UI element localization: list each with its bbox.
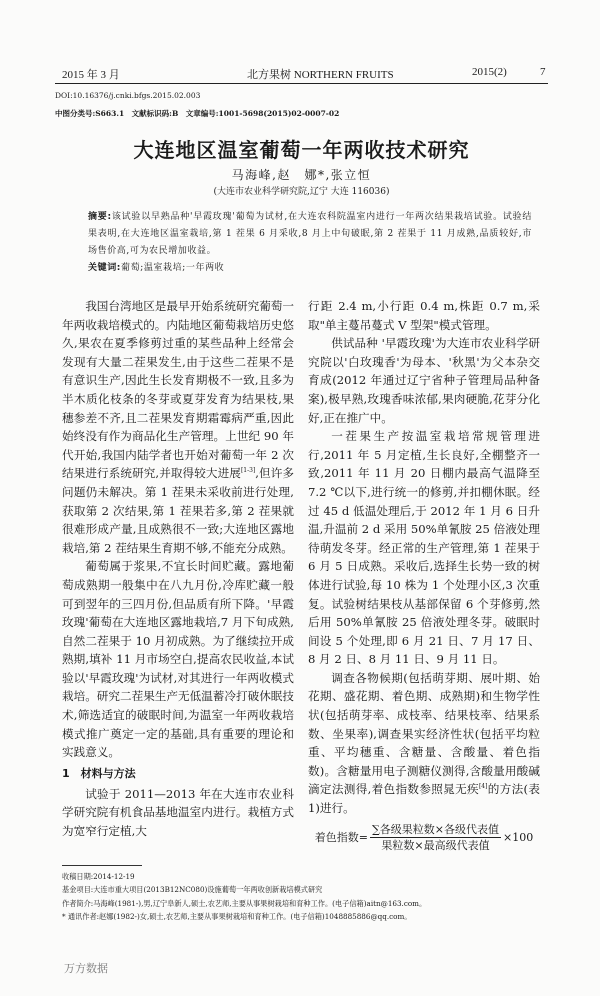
header-journal: 北方果树 NORTHERN FRUITS (247, 69, 394, 81)
paragraph: 行距 2.4 m,小行距 0.4 m,株距 0.7 m,采取"单主蔓吊蔓式 V 型架"模式管理。 (308, 299, 540, 332)
footnote-rule (62, 865, 142, 866)
paragraph (62, 297, 294, 557)
paragraph: 试验于 2011—2013 年在大连市农业科学研究院有机食品基地温室内进行。栽植方式为宽窄行定植,大 (62, 786, 294, 839)
paragraph (308, 669, 540, 818)
formula-tail: ×100 (503, 830, 534, 844)
coloring-index-formula (308, 822, 540, 853)
footnote-corresponding: * 通讯作者:赵娜(1982-)女,硕士,农艺师,主要从事果树栽培和育种工作。(电子信箱)1048885886@qq.com。 (62, 912, 412, 922)
formula-lhs: 着色指数= (314, 830, 368, 844)
citation: [4] (478, 783, 488, 791)
paragraph: 葡萄属于浆果,不宜长时间贮藏。露地葡萄成熟期一般集中在八九月份,冷库贮藏一般可到翌年的三四月份,但品质有所下降。'早霞玫瑰'葡萄在大连地区露地栽培,7 月下旬成熟,自然二茬果于 10 月初成熟。为了继续拉开成熟期,填补 11 月市场空白,提高农民收益,本试验以'早霞玫瑰'为试材,对其进行一年两收模式栽培。研究二茬果生产无低温蓄冷打破休眠技术,筛选适宜的破眠时间,为温室一年两收栽培模式推广奠定一定的基础,具有重要的理论和实践意义。 (62, 559, 294, 760)
body-columns (62, 297, 548, 853)
footnote-received: 收稿日期:2014-12-19 (62, 871, 135, 881)
affiliation: (大连市农业科学研究院,辽宁 大连 116036) (213, 187, 390, 197)
text: 调查各物候期(包括萌芽期、展叶期、始花期、盛花期、着色期、成熟期)和生物学性状(包括萌芽率、成枝率、结果枝率、结果系数、坐果率),调查果实经济性状(包括平均粒重、平均穗重、含糖量、含酸量、着色指数)。含糖量用电子测糖仪测得,含酸量用酸碱滴定法测得,着色指数参照晁无疾 (308, 670, 540, 797)
section-heading: 1 材料与方法 (62, 766, 136, 780)
header-rule (55, 83, 548, 84)
abstract (88, 209, 532, 260)
classification-line: 中图分类号:S663.1 文献标识码:B 文章编号:1001-5698(2015)02-0007-02 (55, 109, 340, 118)
header-date: 2015 年 3 月 (62, 69, 120, 81)
formula-fraction (370, 822, 501, 853)
footnotes (62, 870, 548, 924)
footnote-fund: 基金项目:大连市重大项目(2013B12NC080)设施葡萄一年两收创新栽培模式研究 (62, 885, 323, 895)
footnote-author: 作者简介:马海峰(1981-),男,辽宁阜新人,硕士,农艺师,主要从事果树栽培和育种工作。(电子信箱)aitn@163.com。 (62, 898, 427, 908)
header-issue: 2015(2) (472, 66, 507, 78)
watermark: 万方数据 (64, 962, 108, 975)
text: 的方法(表 1)进行。 (308, 782, 541, 816)
authors: 马海峰,赵 娜*,张立恒 (231, 168, 372, 182)
abstract-text: 该试验以早熟品种'早霞玫瑰'葡萄为试材,在大连农科院温室内进行一年两次结果栽培试验。试验结果表明,在大连地区温室栽培,第 1 茬果 6 月采收,8 月上中旬破眠,第 2 茬果于 11 月成熟,品质较好,市场售价高,可为农民增加收益。 (88, 212, 532, 256)
text: ,但许多问题仍未解决。第 1 茬果未采收前进行处理,获取第 2 次结果,第 1 茬果若多,第 2 茬果就很难形成产量,且成熟很不一致;大连地区露地栽培,第 2 茬结果生育期不够,不能充分成熟。 (62, 466, 294, 555)
formula-numerator: ∑各级果粒数×各级代表值 (371, 822, 500, 836)
paragraph: 供试品种 '早霞玫瑰'为大连市农业科学研究院以'白玫瑰香'为母本、'秋黑'为父本杂交育成(2012 年通过辽宁省种子管理局品种备案),极早熟,玫瑰香味浓郁,果肉硬脆,花芽分化好,正在推广中。 (308, 336, 540, 425)
keywords-text: 葡萄;温室栽培;一年两收 (121, 263, 225, 273)
right-column (308, 297, 540, 853)
header-page-number: 7 (540, 66, 546, 78)
keywords (88, 260, 532, 277)
abstract-label: 摘要: (88, 212, 112, 222)
text: 我国台湾地区是最早开始系统研究葡萄一年两收栽培模式的。内陆地区葡萄栽培历史悠久,果农在夏季修剪过重的某些品种上经常会发现有大量二茬果发生,由于这些二茬果不是有意识生产,因此生长发育期极不一致,且多为半木质化枝条的冬芽或夏芽发育为结果枝,果穗参差不齐,且二茬果发育期霜霉病严重,因此始终没有作为商品化生产管理。上世纪 90 年代开始,我国内陆学者也开始对葡萄一年 2 次结果进行系统研究,并取得较大进展 (62, 299, 294, 481)
paragraph: 一茬果生产按温室栽培常规管理进行,2011 年 5 月定植,生长良好,全棚整齐一致,2011 年 11 月 20 日棚内最高气温降至 7.2 ℃以下,进行统一的修剪,并扣棚休眠。经过 45 d 低温处理后,于 2012 年 1 月 6 日升温,升温前 2 d 采用 50%单氰胺 25 倍液处理待萌发冬芽。经正常的生产管理,第 1 茬果于 6 月 5 日成熟。采收后,选择生长势一致的树体进行试验,每 10 株为 1 个处理小区,3 次重复。试验树结果枝从基部保留 6 个芽修剪,然后用 50%单氰胺 25 倍液处理冬芽。破眠时间设 5 个处理,即 6 月 21 日、7 月 17 日、8 月 2 日、8 月 11 日、9 月 11 日。 (308, 429, 540, 667)
keywords-label: 关键词: (88, 263, 121, 273)
doi: DOI:10.16376/j.cnki.bfgs.2015.02.003 (55, 91, 201, 100)
formula-denominator: 果粒数×最高级代表值 (381, 838, 490, 852)
left-column (62, 297, 294, 841)
paper-title: 大连地区温室葡萄一年两收技术研究 (133, 138, 470, 162)
running-header (62, 66, 548, 82)
citation: [1-3] (240, 467, 256, 475)
